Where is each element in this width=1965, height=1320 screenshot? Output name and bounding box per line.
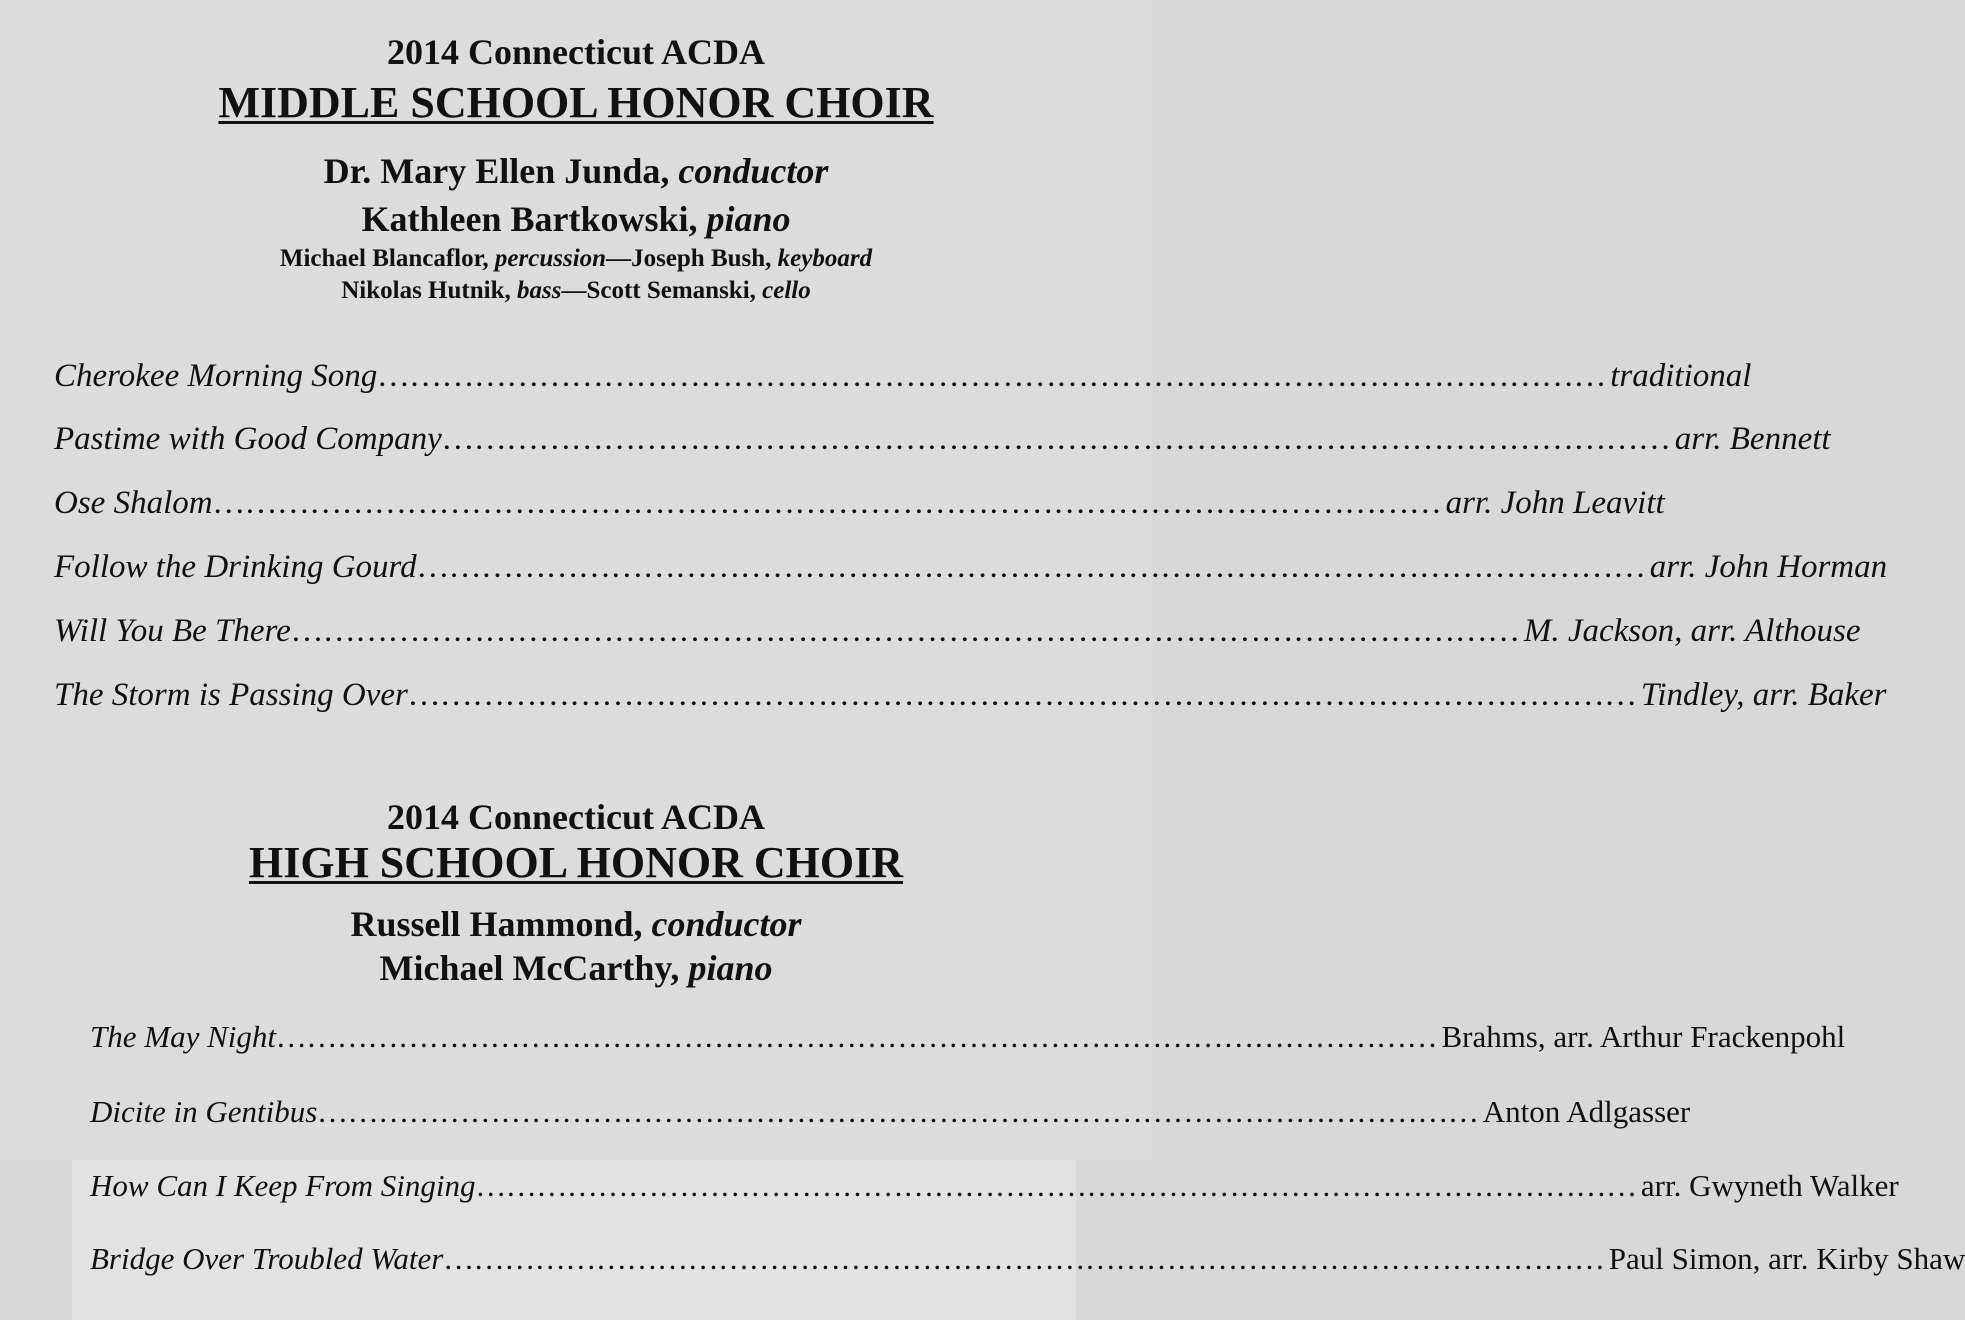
instrumentalist-role: percussion [494,245,607,272]
piece-composer: traditional [1610,358,1752,394]
ms-conductor-name: Dr. Mary Ellen Junda, [323,151,670,191]
instrumentalist-name: Joseph Bush, [631,245,772,272]
instrumentalist-name: Nikolas Hutnik, [341,277,511,304]
program-item [90,1093,1691,1131]
piece-title: Cherokee Morning Song [54,358,378,394]
program-item [54,547,1888,587]
ms-conductor-line [0,148,1152,194]
dot-leader: …………………………………………………………………………………………………… [443,421,1673,457]
piece-title: Bridge Over Troubled Water [90,1241,444,1276]
hs-conductor-name: Russell Hammond, [350,904,643,944]
piece-title: Dicite in Gentibus [90,1094,318,1129]
instrumentalist-name: Scott Semanski, [586,277,756,304]
piece-composer: Paul Simon, arr. Kirby Shaw [1608,1241,1965,1276]
ms-pianist-role: piano [706,199,791,239]
program-item [90,1240,1965,1278]
program-item [54,356,1752,396]
piece-title: How Can I Keep From Singing [90,1168,476,1203]
dot-leader: …………………………………………………………………………………………………… [477,1168,1639,1203]
separator: — [561,277,587,304]
hs-year-text: 2014 Connecticut ACDA [387,797,765,837]
program-item [90,1167,1899,1205]
ms-year-text: 2014 Connecticut ACDA [387,32,765,72]
piece-title: The May Night [90,1019,276,1054]
ms-pianist-name: Kathleen Bartkowski, [361,199,698,239]
hs-conductor-role: conductor [651,904,802,944]
program-item [54,675,1887,715]
instrumentalist-role: bass [516,277,562,304]
piece-composer: arr. Gwyneth Walker [1640,1168,1899,1203]
piece-title: Follow the Drinking Gourd [54,549,417,585]
hs-choir-title [0,838,1152,888]
dot-leader: …………………………………………………………………………………………………… [319,1094,1481,1129]
piece-composer: Brahms, arr. Arthur Frackenpohl [1441,1019,1846,1054]
ms-conductor-role: conductor [678,151,829,191]
piece-composer: arr. John Horman [1649,549,1888,585]
hs-conductor-line [0,901,1152,947]
dot-leader: …………………………………………………………………………………………………… [409,677,1639,713]
instrumentalist-role: keyboard [777,245,873,272]
ms-year-line [0,32,1152,72]
hs-pianist-role: piano [688,948,773,988]
dot-leader: …………………………………………………………………………………………………… [445,1241,1607,1276]
piece-composer: arr. Bennett [1674,421,1831,457]
dot-leader: …………………………………………………………………………………………………… [379,358,1609,394]
program-item [54,611,1861,651]
dot-leader: …………………………………………………………………………………………………… [278,1019,1440,1054]
ms-instrumentalists-line-1 [0,243,1152,275]
piece-title: Ose Shalom [54,485,213,521]
program-item [90,1018,1846,1056]
ms-choir-name: MIDDLE SCHOOL HONOR CHOIR [218,78,934,127]
piece-composer: M. Jackson, arr. Althouse [1523,613,1861,649]
piece-title: The Storm is Passing Over [54,677,408,713]
program-item [54,483,1665,523]
instrumentalist-role: cello [762,277,811,304]
hs-pianist-name: Michael McCarthy, [379,948,680,988]
ms-pianist-line [0,196,1152,242]
hs-year-line [0,797,1152,837]
dot-leader: …………………………………………………………………………………………………… [418,549,1648,585]
piece-composer: arr. John Leavitt [1445,485,1665,521]
ms-instrumentalists-line-2 [0,275,1152,307]
dot-leader: …………………………………………………………………………………………………… [292,613,1522,649]
hs-pianist-line [0,945,1152,991]
hs-choir-name: HIGH SCHOOL HONOR CHOIR [249,838,903,887]
piece-composer: Anton Adlgasser [1482,1094,1691,1129]
piece-title: Will You Be There [54,613,291,649]
instrumentalist-name: Michael Blancaflor, [279,245,489,272]
piece-composer: Tindley, arr. Baker [1640,677,1887,713]
ms-choir-title [0,78,1152,128]
program-item [54,419,1831,459]
piece-title: Pastime with Good Company [54,421,442,457]
dot-leader: …………………………………………………………………………………………………… [214,485,1444,521]
separator: — [606,245,632,272]
